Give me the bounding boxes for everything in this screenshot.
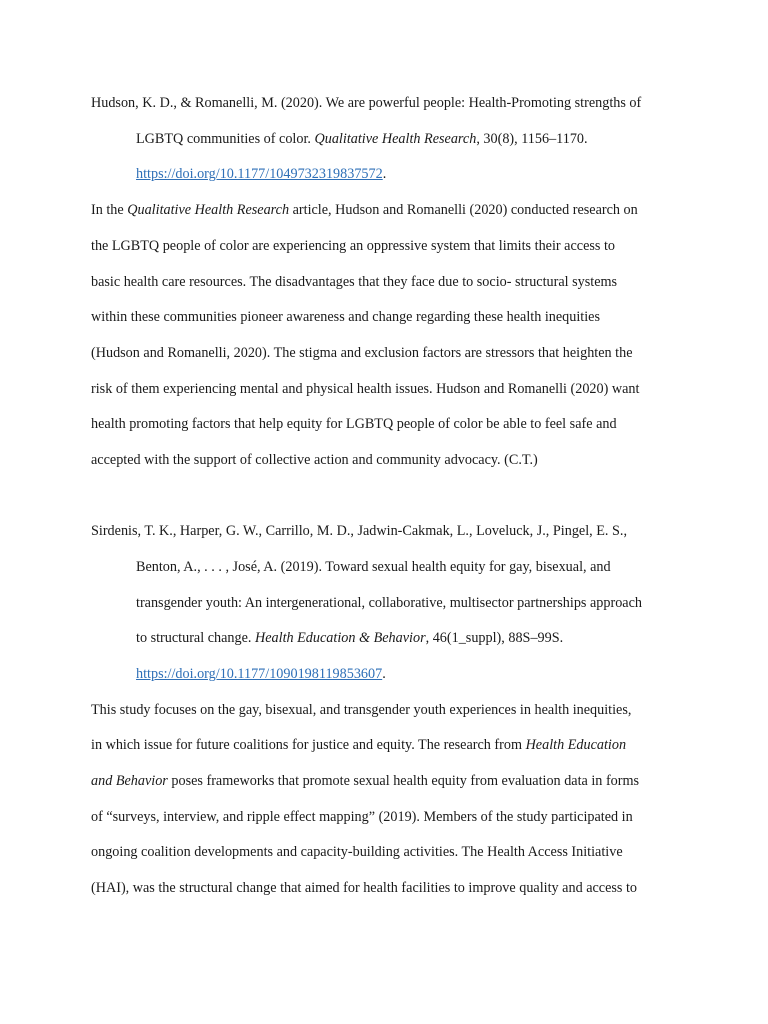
summary1-line2: the LGBTQ people of color are experiencing an oppressive system that limits their access to (91, 238, 615, 254)
reference1-line2-post: , 30(8), 1156–1170. (476, 131, 588, 147)
summary1-line1-post: article, Hudson and Romanelli (2020) conducted research on (289, 202, 638, 218)
summary1-line4: within these communities pioneer awareness and change regarding these health inequities (91, 309, 601, 325)
summary2-line5: ongoing coalition developments and capacity-building activities. The Health Access Initiative (91, 844, 623, 860)
summary1-journal: Qualitative Health Research (127, 202, 290, 218)
reference1-doi-line (136, 165, 386, 183)
reference2-line4 (136, 629, 563, 647)
summary2-line2-pre: in which issue for future coalitions for justice and equity. The research from (91, 737, 526, 753)
summary1-line3: basic health care resources. The disadvantages that they face due to socio- structural systems (91, 274, 618, 290)
reference2-doi-line (136, 665, 386, 683)
reference2-line3: transgender youth: An intergenerational, collaborative, multisector partnerships approach (136, 595, 642, 611)
summary1-line6: risk of them experiencing mental and physical health issues. Hudson and Romanelli (2020) want (91, 381, 640, 397)
reference2-journal: Health Education & Behavior (254, 630, 426, 646)
summary1-line1 (91, 201, 638, 219)
summary2-line1: This study focuses on the gay, bisexual, and transgender youth experiences in health inequities, (91, 702, 632, 718)
reference2-line4-post: , 46(1_suppl), 88S–99S. (425, 630, 564, 646)
summary2-line4: of “surveys, interview, and ripple effect mapping” (2019). Members of the study participated in (91, 809, 633, 825)
reference2-line2: Benton, A., . . . , José, A. (2019). Toward sexual health equity for gay, bisexual, and (136, 559, 611, 575)
summary2-line3-post: poses frameworks that promote sexual health equity from evaluation data in forms (167, 773, 640, 789)
reference1-journal: Qualitative Health Research (314, 131, 477, 147)
reference2-doi-suffix: . (382, 666, 386, 682)
summary1-line1-pre: In the (91, 202, 128, 218)
reference2-line1: Sirdenis, T. K., Harper, G. W., Carrillo, M. D., Jadwin-Cakmak, L., Loveluck, J., Pingel, E. S., (91, 523, 627, 539)
reference2-doi-link[interactable]: https://doi.org/10.1177/1090198119853607 (136, 666, 383, 682)
reference1-line2-pre: LGBTQ communities of color. (136, 131, 315, 147)
summary1-line7: health promoting factors that help equity for LGBTQ people of color be able to feel safe and (91, 416, 617, 432)
reference1-line2 (136, 130, 588, 148)
summary2-line2 (91, 736, 626, 754)
summary2-line6: (HAI), was the structural change that aimed for health facilities to improve quality and access to (91, 880, 638, 896)
summary2-line3 (91, 772, 639, 790)
reference2-line4-pre: to structural change. (136, 630, 255, 646)
reference1-doi-suffix: . (382, 166, 387, 182)
summary1-line5: (Hudson and Romanelli, 2020). The stigma and exclusion factors are stressors that heighten the (91, 345, 633, 361)
summary2-journal-part2: and Behavior (91, 773, 168, 789)
summary2-journal-part1: Health Education (525, 737, 627, 753)
summary1-line8: accepted with the support of collective action and community advocacy. (C.T.) (91, 452, 538, 468)
reference1-line1: Hudson, K. D., & Romanelli, M. (2020). We are powerful people: Health-Promoting strengths of (91, 95, 642, 111)
reference1-doi-link[interactable]: https://doi.org/10.1177/1049732319837572 (136, 166, 383, 182)
